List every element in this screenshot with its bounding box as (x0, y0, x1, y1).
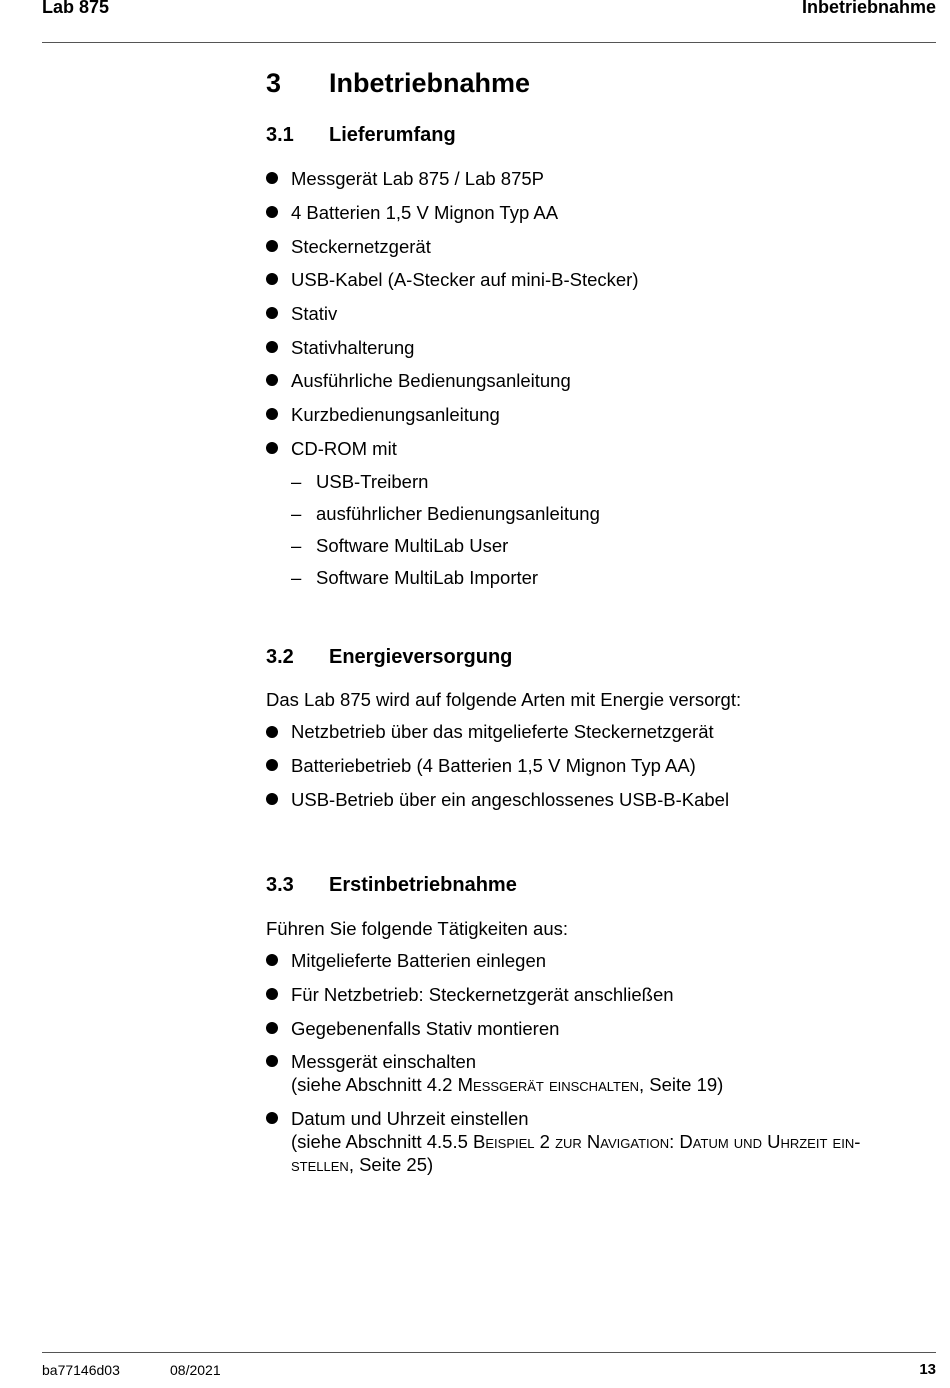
bullet-icon (266, 341, 278, 353)
dash-icon: – (291, 503, 302, 524)
bullet-icon (266, 988, 278, 1000)
section-title: Erstinbetriebnahme (329, 874, 517, 896)
list-item: Mitgelieferte Batterien einlegen (291, 950, 547, 971)
sub-list-item: ausführlicher Bedienungsanleitung (316, 503, 600, 524)
list-item: Batteriebetrieb (4 Batterien 1,5 V Mignon Typ AA) (291, 755, 696, 776)
section-number: 3.3 (266, 874, 294, 896)
cross-reference (291, 1073, 723, 1096)
footer-rule (42, 1352, 936, 1353)
section-intro: Führen Sie folgende Tätigkeiten aus: (266, 918, 569, 939)
section-intro: Das Lab 875 wird auf folgende Arten mit Energie versorgt: (266, 689, 742, 710)
sub-list-item: Software MultiLab Importer (316, 567, 539, 588)
footer-date: 08/2021 (170, 1362, 221, 1378)
section-heading-3-2 (266, 646, 512, 669)
dash-icon: – (291, 471, 302, 492)
list-item: Gegebenenfalls Stativ montieren (291, 1018, 560, 1039)
list-item: 4 Batterien 1,5 V Mignon Typ AA (291, 202, 559, 223)
bullet-icon (266, 793, 278, 805)
list-item: Stativhalterung (291, 337, 415, 358)
section-number: 3.1 (266, 124, 294, 146)
bullet-icon (266, 408, 278, 420)
list-item: Ausführliche Bedienungsanleitung (291, 370, 571, 391)
cross-reference (291, 1130, 860, 1153)
chapter-heading (266, 68, 530, 99)
sub-list-item: Software MultiLab User (316, 535, 509, 556)
page-number: 13 (919, 1361, 936, 1378)
bullet-icon (266, 1055, 278, 1067)
bullet-icon (266, 726, 278, 738)
bullet-icon (266, 307, 278, 319)
list-item: Steckernetzgerät (291, 236, 431, 257)
sub-list-item: USB-Treibern (316, 471, 429, 492)
bullet-icon (266, 759, 278, 771)
chapter-title: Inbetriebnahme (329, 68, 531, 98)
ref-chapter-title: Messgerät einschalten (457, 1074, 640, 1095)
list-item: Messgerät einschalten (291, 1051, 477, 1072)
bullet-icon (266, 240, 278, 252)
running-header-right: Inbetriebnahme (801, 0, 936, 17)
ref-page: , Seite 19) (639, 1074, 724, 1095)
list-item: Für Netzbetrieb: Steckernetzgerät anschließen (291, 984, 674, 1005)
footer-doc-id: ba77146d03 (42, 1362, 120, 1378)
chapter-number: 3 (266, 68, 282, 98)
bullet-icon (266, 442, 278, 454)
ref-page: , Seite 25) (348, 1154, 434, 1175)
running-header-left: Lab 875 (42, 0, 110, 17)
section-heading-3-3 (266, 874, 517, 897)
bullet-icon (266, 273, 278, 285)
list-item: Messgerät Lab 875 / Lab 875P (291, 168, 545, 189)
bullet-icon (266, 172, 278, 184)
ref-text: (siehe Abschnitt 4.2 (291, 1074, 458, 1095)
bullet-icon (266, 954, 278, 966)
bullet-icon (266, 206, 278, 218)
list-item: USB-Betrieb über ein angeschlossenes USB-B-Kabel (291, 789, 730, 810)
list-item: CD-ROM mit (291, 438, 397, 459)
bullet-icon (266, 1112, 278, 1124)
list-item: Datum und Uhrzeit einstellen (291, 1108, 529, 1129)
cross-reference-continued (291, 1153, 433, 1176)
bullet-icon (266, 1022, 278, 1034)
ref-chapter-title: Beispiel 2 zur Navigation: Datum und Uhrzeit ein- (473, 1131, 861, 1152)
section-number: 3.2 (266, 646, 294, 668)
list-item: USB-Kabel (A-Stecker auf mini-B-Stecker) (291, 269, 639, 290)
list-item: Kurzbedienungsanleitung (291, 404, 500, 425)
list-item: Stativ (291, 303, 338, 324)
bullet-icon (266, 374, 278, 386)
ref-chapter-title: stellen (291, 1154, 349, 1175)
dash-icon: – (291, 535, 302, 556)
ref-text: (siehe Abschnitt 4.5.5 (291, 1131, 474, 1152)
list-item: Netzbetrieb über das mitgelieferte Steckernetzgerät (291, 721, 714, 742)
header-rule (42, 42, 936, 43)
section-heading-3-1 (266, 124, 456, 147)
section-title: Energieversorgung (329, 646, 513, 668)
section-title: Lieferumfang (329, 124, 456, 146)
dash-icon: – (291, 567, 302, 588)
